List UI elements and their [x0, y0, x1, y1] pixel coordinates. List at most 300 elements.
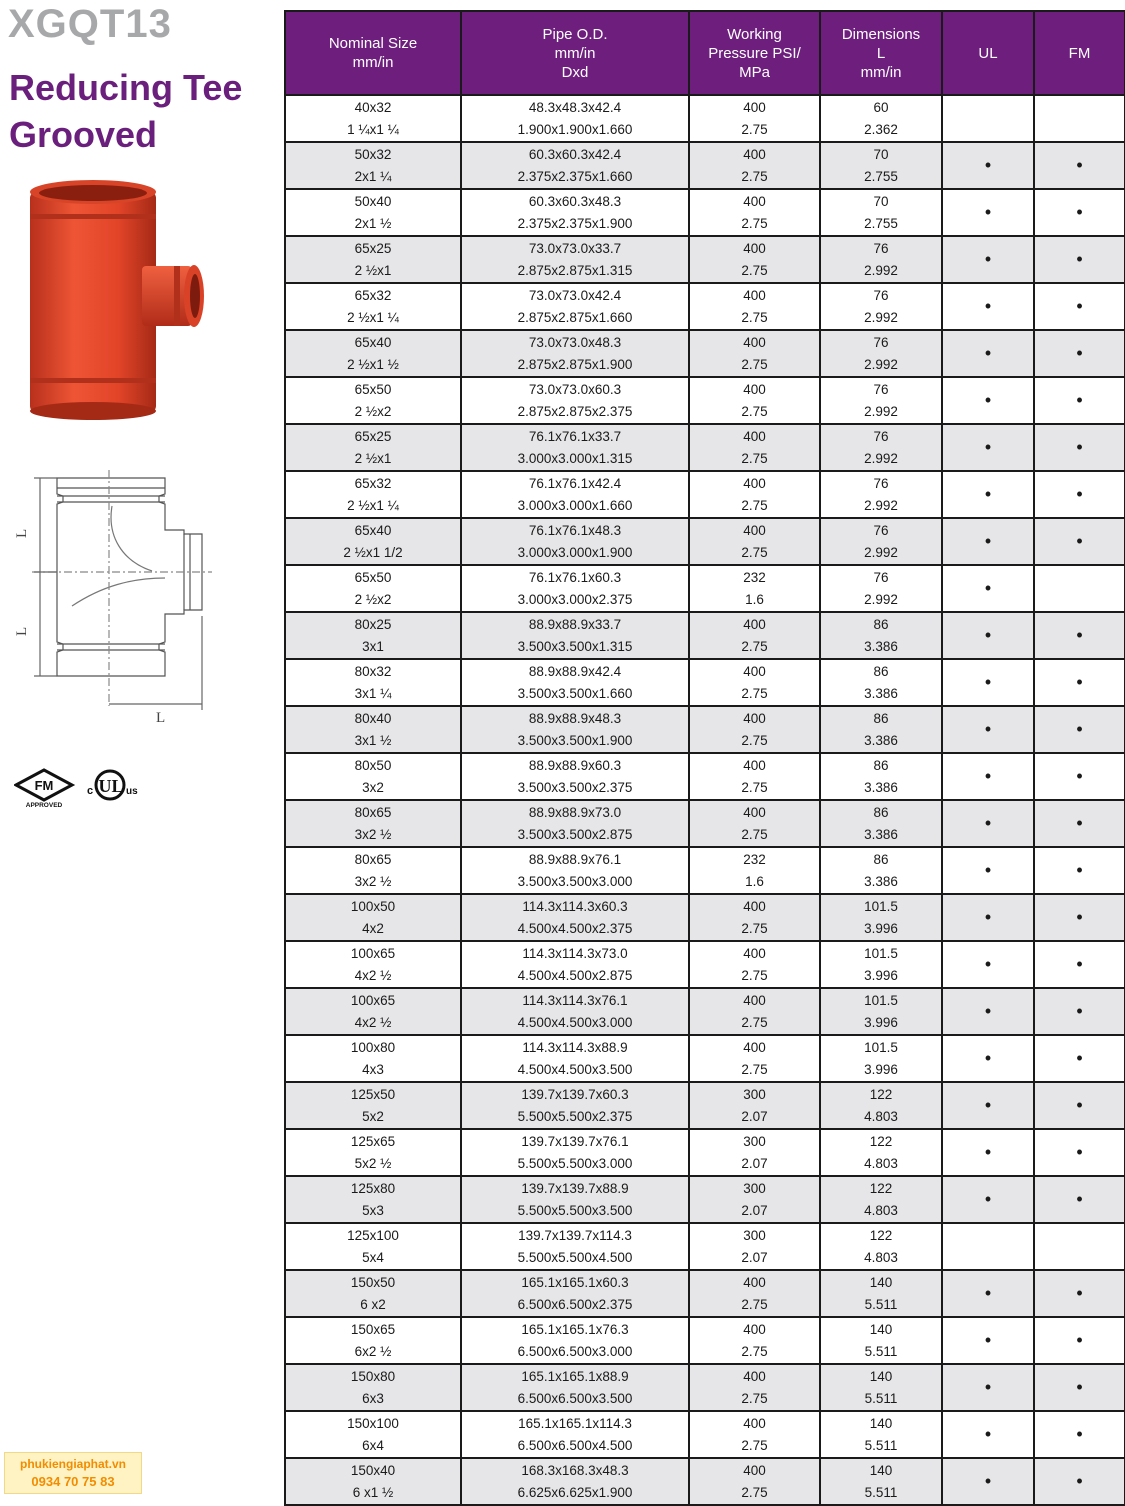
cell-pressure-mm: 400: [743, 334, 766, 350]
cell-pressure: [689, 1458, 820, 1505]
header-label-line: Nominal Size: [328, 35, 418, 52]
cell-pressure-mm: 400: [743, 522, 766, 538]
cell-pressure-mm: 400: [743, 240, 766, 256]
cell-fm-listed: •: [1034, 753, 1125, 800]
cell-pipe-od-in: 5.500x5.500x4.500: [517, 1249, 633, 1265]
cell-nominal-size-mm: 65x50: [354, 381, 392, 397]
cell-pipe-od-in: 2.875x2.875x2.375: [517, 403, 633, 419]
cell-ul-listed: •: [942, 189, 1034, 236]
header-label-line: FM: [1068, 44, 1091, 62]
svg-text:us: us: [126, 786, 138, 797]
cell-pressure: [689, 142, 820, 189]
cell-nominal-size: [285, 1129, 461, 1176]
cell-dimension: [820, 1364, 942, 1411]
cell-dimension: [820, 612, 942, 659]
cell-pipe-od: [461, 236, 689, 283]
cell-pipe-od-in: 4.500x4.500x2.375: [517, 920, 633, 936]
cell-nominal-size-in: 5x3: [362, 1202, 384, 1218]
cell-pressure-in: 2.75: [741, 1061, 768, 1077]
cell-pressure: [689, 800, 820, 847]
cell-dimension-mm: 140: [869, 1415, 893, 1431]
cell-dimension: [820, 471, 942, 518]
cell-pipe-od-mm: 88.9x88.9x76.1: [528, 851, 622, 867]
cell-nominal-size-in: 5x2: [362, 1108, 384, 1124]
cell-pipe-od: [461, 1411, 689, 1458]
cell-dimension: [820, 1411, 942, 1458]
cell-ul-listed: [942, 1223, 1034, 1270]
cell-dimension-mm: 122: [869, 1086, 893, 1102]
cell-pipe-od: [461, 894, 689, 941]
cell-pipe-od: [461, 847, 689, 894]
cell-nominal-size: [285, 659, 461, 706]
table-header-row: [285, 11, 1125, 95]
cell-pressure: [689, 471, 820, 518]
header-label-line: mm/in: [860, 63, 902, 81]
cell-dimension: [820, 1270, 942, 1317]
cell-pressure: [689, 1317, 820, 1364]
cell-pressure-mm: 400: [743, 992, 766, 1008]
cell-nominal-size-mm: 100x65: [350, 945, 396, 961]
cell-ul-listed: •: [942, 1082, 1034, 1129]
cell-nominal-size-mm: 80x25: [354, 616, 392, 632]
cell-pipe-od-mm: 76.1x76.1x60.3: [528, 569, 622, 585]
cell-dimension-in: 4.803: [864, 1155, 898, 1171]
cell-pipe-od-in: 6.500x6.500x3.500: [517, 1390, 633, 1406]
cell-dimension-mm: 101.5: [864, 945, 898, 961]
cell-nominal-size-mm: 150x40: [350, 1462, 396, 1478]
cell-pipe-od: [461, 941, 689, 988]
cell-dimension: [820, 1458, 942, 1505]
cell-pressure-in: 1.6: [745, 591, 764, 607]
cell-nominal-size-in: 4x2 ½: [354, 1014, 392, 1030]
cell-pipe-od: [461, 565, 689, 612]
cell-dimension: [820, 706, 942, 753]
cell-pressure-mm: 400: [743, 1274, 766, 1290]
cell-pressure-in: 2.75: [741, 262, 768, 278]
svg-text:APPROVED: APPROVED: [25, 802, 63, 809]
cell-nominal-size: [285, 1364, 461, 1411]
cell-pipe-od-in: 6.500x6.500x3.000: [517, 1343, 633, 1359]
page-title: [9, 64, 242, 158]
cell-pressure-in: 2.75: [741, 168, 768, 184]
cell-nominal-size-mm: 65x40: [354, 522, 392, 538]
header-label-line: MPa: [739, 63, 770, 81]
table-row: [285, 1176, 1125, 1223]
cell-nominal-size: [285, 706, 461, 753]
spec-table: [284, 10, 1125, 1506]
cell-ul-listed: •: [942, 236, 1034, 283]
table-row: [285, 424, 1125, 471]
dim-label-lower: L: [14, 626, 30, 636]
cell-dimension-in: 5.511: [864, 1390, 898, 1406]
cell-pressure-mm: 400: [743, 287, 766, 303]
cell-fm-listed: [1034, 1223, 1125, 1270]
cell-pressure-in: 2.75: [741, 1296, 768, 1312]
cell-nominal-size-mm: 150x100: [347, 1415, 399, 1431]
cell-pipe-od-mm: 76.1x76.1x42.4: [528, 475, 622, 491]
cell-pipe-od-mm: 88.9x88.9x60.3: [528, 757, 622, 773]
cell-pressure-in: 2.07: [741, 1202, 768, 1218]
cell-pipe-od-mm: 73.0x73.0x60.3: [528, 381, 622, 397]
cell-pipe-od: [461, 1458, 689, 1505]
cell-pressure-in: 2.07: [741, 1108, 768, 1124]
cell-dimension-in: 4.803: [864, 1108, 898, 1124]
cell-fm-listed: •: [1034, 1082, 1125, 1129]
cell-pipe-od: [461, 1317, 689, 1364]
cell-pressure-in: 2.07: [741, 1155, 768, 1171]
cell-pressure-mm: 300: [743, 1227, 766, 1243]
cell-pressure-in: 2.75: [741, 450, 768, 466]
cell-dimension: [820, 1176, 942, 1223]
cell-dimension-mm: 70: [873, 146, 889, 162]
cell-nominal-size-mm: 80x65: [354, 851, 392, 867]
cell-dimension-mm: 86: [873, 663, 889, 679]
cell-fm-listed: •: [1034, 1035, 1125, 1082]
cell-nominal-size-mm: 80x40: [354, 710, 392, 726]
cell-nominal-size-mm: 65x25: [354, 428, 392, 444]
cell-pressure-in: 2.75: [741, 779, 768, 795]
cell-fm-listed: •: [1034, 1129, 1125, 1176]
cell-ul-listed: •: [942, 988, 1034, 1035]
col-header-ul: [942, 11, 1034, 95]
cell-fm-listed: •: [1034, 659, 1125, 706]
cell-fm-listed: •: [1034, 424, 1125, 471]
cell-pressure: [689, 518, 820, 565]
cell-fm-listed: •: [1034, 236, 1125, 283]
watermark-phone: 0934 70 75 83: [31, 1474, 115, 1489]
cell-pressure: [689, 894, 820, 941]
cell-nominal-size-mm: 65x32: [354, 475, 392, 491]
cell-dimension: [820, 95, 942, 142]
cell-pipe-od-mm: 88.9x88.9x42.4: [528, 663, 622, 679]
cell-nominal-size-mm: 65x25: [354, 240, 392, 256]
cell-pipe-od-in: 5.500x5.500x3.000: [517, 1155, 633, 1171]
cell-nominal-size-in: 1 ¼x1 ¼: [347, 121, 399, 137]
cell-ul-listed: •: [942, 1317, 1034, 1364]
header-label-line: Dimensions: [841, 25, 921, 43]
cell-nominal-size-in: 3x2 ½: [354, 826, 392, 842]
cell-pressure: [689, 95, 820, 142]
cell-ul-listed: •: [942, 1035, 1034, 1082]
cell-nominal-size: [285, 471, 461, 518]
table-row: [285, 518, 1125, 565]
table-row: [285, 1223, 1125, 1270]
cell-dimension-in: 3.386: [864, 638, 898, 654]
table-row: [285, 1411, 1125, 1458]
cell-pressure: [689, 236, 820, 283]
cell-pipe-od-mm: 48.3x48.3x42.4: [528, 99, 622, 115]
cell-dimension-in: 3.996: [864, 1014, 898, 1030]
cell-pipe-od-mm: 165.1x165.1x60.3: [521, 1274, 629, 1290]
cell-dimension-mm: 122: [869, 1227, 893, 1243]
table-row: [285, 941, 1125, 988]
col-header-size: [285, 11, 461, 95]
cell-pressure-mm: 300: [743, 1180, 766, 1196]
title-line-1: Reducing Tee: [9, 67, 243, 108]
cell-nominal-size-in: 3x1 ½: [354, 732, 392, 748]
cell-dimension-mm: 140: [869, 1321, 893, 1337]
cell-pipe-od: [461, 377, 689, 424]
cell-pipe-od: [461, 1364, 689, 1411]
col-header-pressure: [689, 11, 820, 95]
table-row: [285, 706, 1125, 753]
cell-pipe-od-in: 3.500x3.500x2.875: [517, 826, 633, 842]
technical-drawing: [12, 466, 222, 730]
cell-ul-listed: •: [942, 1364, 1034, 1411]
table-row: [285, 659, 1125, 706]
cell-fm-listed: •: [1034, 283, 1125, 330]
cell-nominal-size-mm: 125x100: [347, 1227, 399, 1243]
cell-dimension: [820, 847, 942, 894]
cell-pressure-mm: 400: [743, 710, 766, 726]
cell-pressure: [689, 1035, 820, 1082]
header-label-line: Dxd: [561, 63, 589, 81]
cell-pipe-od: [461, 659, 689, 706]
header-label-line: mm/in: [352, 54, 394, 71]
table-row: [285, 894, 1125, 941]
cell-dimension-mm: 76: [873, 240, 889, 256]
cell-nominal-size-mm: 100x50: [350, 898, 396, 914]
table-row: [285, 1270, 1125, 1317]
cell-dimension-mm: 76: [873, 522, 889, 538]
svg-text:FM: FM: [34, 778, 54, 793]
cell-dimension-mm: 76: [873, 381, 889, 397]
cell-nominal-size-in: 4x2: [362, 920, 384, 936]
cell-pressure-mm: 400: [743, 428, 766, 444]
cell-dimension-in: 2.992: [864, 544, 898, 560]
table-row: [285, 95, 1125, 142]
cell-nominal-size: [285, 236, 461, 283]
table-row: [285, 142, 1125, 189]
cell-dimension-in: 3.386: [864, 732, 898, 748]
cell-nominal-size-in: 6x2 ½: [354, 1343, 392, 1359]
cell-nominal-size: [285, 142, 461, 189]
cell-pressure-mm: 400: [743, 475, 766, 491]
cell-pipe-od-mm: 139.7x139.7x60.3: [521, 1086, 629, 1102]
cell-ul-listed: •: [942, 283, 1034, 330]
cell-pipe-od-mm: 73.0x73.0x33.7: [528, 240, 622, 256]
cell-dimension: [820, 236, 942, 283]
cell-pressure-in: 2.75: [741, 732, 768, 748]
cell-pipe-od-in: 4.500x4.500x3.500: [517, 1061, 633, 1077]
cell-dimension-mm: 101.5: [864, 1039, 898, 1055]
cell-nominal-size-in: 2 ½x1 ½: [347, 356, 399, 372]
cell-pipe-od: [461, 1129, 689, 1176]
cell-fm-listed: •: [1034, 1364, 1125, 1411]
cell-pressure-in: 2.75: [741, 497, 768, 513]
cell-dimension: [820, 518, 942, 565]
cell-pipe-od: [461, 753, 689, 800]
cell-pressure-in: 2.75: [741, 920, 768, 936]
cell-pressure-in: 2.75: [741, 544, 768, 560]
cell-ul-listed: •: [942, 1176, 1034, 1223]
cell-ul-listed: •: [942, 142, 1034, 189]
cell-fm-listed: •: [1034, 988, 1125, 1035]
table-row: [285, 377, 1125, 424]
cell-dimension-in: 3.996: [864, 967, 898, 983]
cell-pressure: [689, 612, 820, 659]
cell-pressure-mm: 400: [743, 616, 766, 632]
cell-dimension-in: 2.755: [864, 168, 898, 184]
cell-ul-listed: •: [942, 330, 1034, 377]
cell-pressure: [689, 1223, 820, 1270]
cell-pressure: [689, 1270, 820, 1317]
cell-pressure: [689, 1411, 820, 1458]
cell-pressure-in: 2.07: [741, 1249, 768, 1265]
cell-dimension: [820, 283, 942, 330]
cell-pipe-od-in: 3.000x3.000x1.900: [517, 544, 633, 560]
cell-nominal-size-in: 2 ½x1 ¼: [347, 497, 399, 513]
cell-pipe-od-in: 3.000x3.000x1.660: [517, 497, 633, 513]
cell-pressure-mm: 400: [743, 193, 766, 209]
cell-nominal-size-mm: 125x50: [350, 1086, 396, 1102]
cell-pipe-od: [461, 424, 689, 471]
cell-fm-listed: •: [1034, 189, 1125, 236]
cell-dimension-in: 2.362: [864, 121, 898, 137]
cell-dimension-mm: 76: [873, 334, 889, 350]
cell-pipe-od-mm: 60.3x60.3x42.4: [528, 146, 622, 162]
cell-pipe-od-mm: 165.1x165.1x88.9: [521, 1368, 629, 1384]
cell-ul-listed: •: [942, 612, 1034, 659]
cell-pipe-od: [461, 612, 689, 659]
cell-nominal-size: [285, 847, 461, 894]
cell-pipe-od: [461, 330, 689, 377]
cell-nominal-size-mm: 40x32: [354, 99, 392, 115]
cell-dimension-in: 4.803: [864, 1202, 898, 1218]
cell-pipe-od-mm: 88.9x88.9x33.7: [528, 616, 622, 632]
cell-pipe-od-mm: 73.0x73.0x48.3: [528, 334, 622, 350]
cell-dimension-mm: 122: [869, 1180, 893, 1196]
cell-nominal-size-in: 6x3: [362, 1390, 384, 1406]
cell-pipe-od-mm: 165.1x165.1x76.3: [521, 1321, 629, 1337]
cell-pipe-od: [461, 706, 689, 753]
cell-pipe-od-mm: 139.7x139.7x88.9: [521, 1180, 629, 1196]
cell-pressure: [689, 377, 820, 424]
cell-nominal-size: [285, 1458, 461, 1505]
cell-dimension: [820, 565, 942, 612]
cell-pipe-od-in: 3.000x3.000x2.375: [517, 591, 633, 607]
cell-dimension-in: 3.996: [864, 920, 898, 936]
cell-dimension: [820, 1082, 942, 1129]
cell-pipe-od-in: 2.375x2.375x1.900: [517, 215, 633, 231]
model-code: XGQT13: [8, 2, 172, 46]
cell-dimension-mm: 86: [873, 616, 889, 632]
cell-ul-listed: •: [942, 377, 1034, 424]
header-label-line: Pressure PSI/: [708, 44, 801, 62]
cell-pressure-mm: 400: [743, 898, 766, 914]
cell-pipe-od-in: 2.875x2.875x1.900: [517, 356, 633, 372]
watermark-site: phukiengiaphat.vn: [19, 1457, 126, 1471]
cell-nominal-size-mm: 65x50: [354, 569, 392, 585]
cell-pipe-od-mm: 60.3x60.3x48.3: [528, 193, 622, 209]
cell-dimension-mm: 101.5: [864, 992, 898, 1008]
cell-pressure: [689, 565, 820, 612]
cell-pipe-od-mm: 139.7x139.7x76.1: [521, 1133, 629, 1149]
cell-dimension-in: 2.992: [864, 591, 898, 607]
cell-nominal-size-mm: 125x65: [350, 1133, 396, 1149]
header-label-line: UL: [978, 44, 998, 62]
cell-ul-listed: •: [942, 471, 1034, 518]
cell-pressure: [689, 847, 820, 894]
cell-dimension-in: 3.996: [864, 1061, 898, 1077]
cell-ul-listed: •: [942, 659, 1034, 706]
cell-nominal-size: [285, 894, 461, 941]
cell-nominal-size-in: 4x2 ½: [354, 967, 392, 983]
cell-fm-listed: •: [1034, 518, 1125, 565]
cell-dimension-mm: 86: [873, 804, 889, 820]
cell-pipe-od-in: 6.500x6.500x2.375: [517, 1296, 633, 1312]
cell-nominal-size-in: 2 ½x1 1/2: [343, 544, 403, 560]
cell-dimension-in: 4.803: [864, 1249, 898, 1265]
cell-pipe-od-in: 2.375x2.375x1.660: [517, 168, 633, 184]
cell-pressure-mm: 400: [743, 945, 766, 961]
cell-dimension-mm: 122: [869, 1133, 893, 1149]
cell-pipe-od-in: 5.500x5.500x2.375: [517, 1108, 633, 1124]
cell-nominal-size: [285, 1176, 461, 1223]
cell-pressure-mm: 400: [743, 1462, 766, 1478]
cell-pipe-od-mm: 114.3x114.3x88.9: [522, 1039, 628, 1055]
cell-pressure-in: 1.6: [745, 873, 764, 889]
cell-nominal-size-mm: 125x80: [350, 1180, 396, 1196]
cell-pressure-mm: 400: [743, 663, 766, 679]
svg-text:UL: UL: [98, 776, 124, 796]
cell-nominal-size: [285, 377, 461, 424]
cell-pipe-od: [461, 1082, 689, 1129]
cell-nominal-size-in: 3x1: [362, 638, 384, 654]
cell-pipe-od-in: 3.500x3.500x1.900: [517, 732, 633, 748]
cell-fm-listed: •: [1034, 1317, 1125, 1364]
cell-dimension-mm: 76: [873, 569, 889, 585]
cell-pipe-od-in: 3.500x3.500x3.000: [517, 873, 633, 889]
cell-nominal-size: [285, 330, 461, 377]
table-row: [285, 330, 1125, 377]
cell-pipe-od-mm: 168.3x168.3x48.3: [521, 1462, 629, 1478]
cell-pressure: [689, 753, 820, 800]
cell-pressure-mm: 400: [743, 757, 766, 773]
cell-nominal-size-in: 3x2 ½: [354, 873, 392, 889]
cell-dimension-in: 5.511: [864, 1296, 898, 1312]
table-row: [285, 847, 1125, 894]
cell-nominal-size: [285, 1035, 461, 1082]
cell-dimension: [820, 659, 942, 706]
cell-nominal-size: [285, 565, 461, 612]
cell-ul-listed: •: [942, 518, 1034, 565]
cell-pipe-od: [461, 471, 689, 518]
cell-nominal-size-in: 5x2 ½: [354, 1155, 392, 1171]
cell-pressure: [689, 941, 820, 988]
cell-pressure-in: 2.75: [741, 309, 768, 325]
cell-dimension-in: 2.992: [864, 356, 898, 372]
cell-dimension-in: 5.511: [864, 1437, 898, 1453]
cell-pipe-od-in: 3.500x3.500x2.375: [517, 779, 633, 795]
svg-text:c: c: [87, 785, 94, 797]
cell-pressure-in: 2.75: [741, 1014, 768, 1030]
cell-dimension-in: 2.992: [864, 309, 898, 325]
cell-dimension: [820, 894, 942, 941]
cell-dimension-mm: 86: [873, 757, 889, 773]
cell-fm-listed: •: [1034, 1458, 1125, 1505]
cell-fm-listed: •: [1034, 471, 1125, 518]
cell-fm-listed: [1034, 95, 1125, 142]
cell-dimension-mm: 140: [869, 1274, 893, 1290]
col-header-fm: [1034, 11, 1125, 95]
table-row: [285, 1129, 1125, 1176]
cell-pressure-mm: 232: [743, 851, 766, 867]
cell-dimension-in: 5.511: [864, 1484, 898, 1500]
cell-pressure-mm: 400: [743, 1321, 766, 1337]
cell-pressure-in: 2.75: [741, 356, 768, 372]
cell-nominal-size-in: 2 ½x2: [354, 403, 392, 419]
